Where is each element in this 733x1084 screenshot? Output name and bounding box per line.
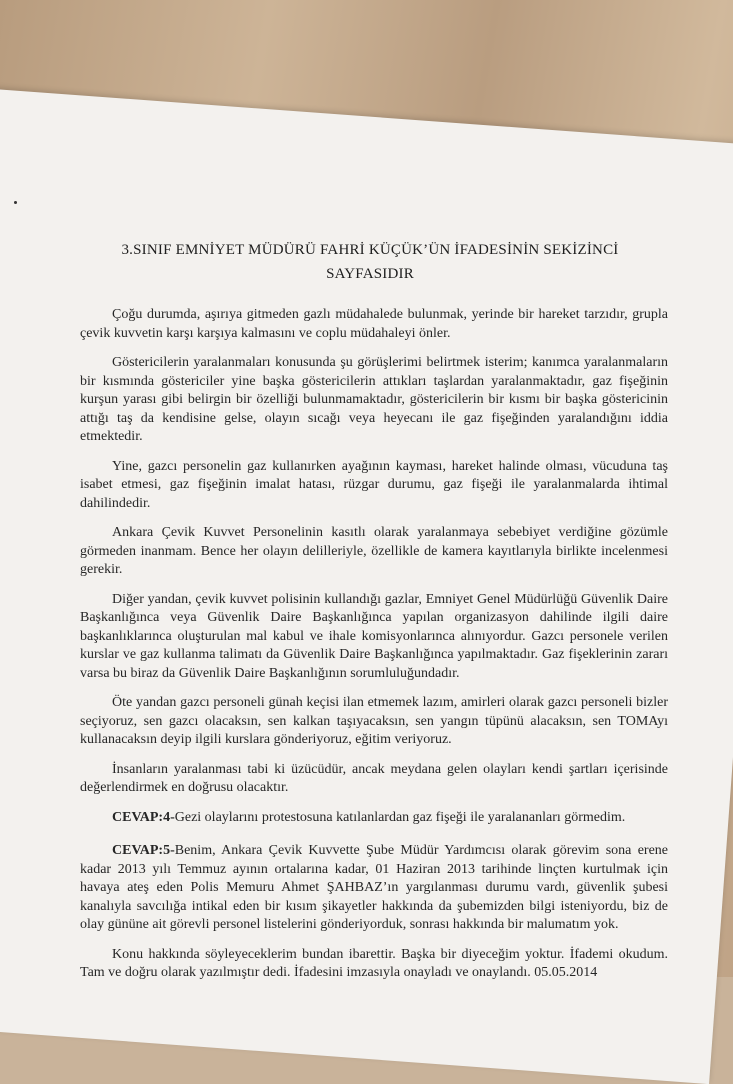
paragraph-7: İnsanların yaralanması tabi ki üzücüdür, ancak meydana gelen olayları kendi şartları içerisinde değerlendirmek en doğrusu olacaktır. — [80, 761, 668, 795]
ink-dot — [14, 201, 17, 204]
paragraph-5: Diğer yandan, çevik kuvvet polisinin kullandığı gazlar, Emniyet Genel Müdürlüğü Güvenlik Daire Başkanlığınca veya Güvenlik Daire Başkanlığınca yapılan organizasyon dahilinde ilgili daire başkanlıklarınca oluşturulan mal kabul ve ihale komisyonlarınca alınıyordur. Gazcı personele verilen kurslar ve gaz kullanma talimatı da Güvenlik Daire Başkanlığınca yapılmaktadır. Gaz fişeklerinin zararı varsa bu biraz da Güvenlik Daire Başkanlığının sorumluluğundadır. — [80, 591, 668, 681]
document-body — [80, 306, 668, 994]
answer-5 — [80, 842, 668, 935]
title-line-1: 3.SINIF EMNİYET MÜDÜRÜ FAHRİ KÜÇÜK’ÜN İFADESİNİN SEKİZİNCİ — [121, 242, 619, 258]
answer-4 — [80, 809, 668, 828]
paragraph-6: Öte yandan gazcı personeli günah keçisi ilan etmemek lazım, amirleri olarak gazcı personeli bizler seçiyoruz, sen gazcı olacaksın, sen kalkan taşıyacaksın, sen yangın tüpünü alacaksın, sen TOMAyı kullanacaksın deyip ilgili kurslara gönderiyoruz, eğitim veriyoruz. — [80, 695, 668, 747]
answer-4-label: CEVAP:4- — [112, 809, 175, 825]
paragraph-3: Yine, gazcı personelin gaz kullanırken ayağının kayması, hareket halinde olması, vücuduna taş isabet etmesi, gaz fişeğinin imalat hatası, rüzgar durumu, gaz fişeği ile yaralanmalarda ihtimal dahilindedir. — [80, 458, 668, 511]
paragraph-4: Ankara Çevik Kuvvet Personelinin kasıtlı olarak yaralanmaya sebebiyet verdiğine gözümle görmeden inanmam. Bence her olayın delilleriyle, özellikle de kamera kayıtlarıyla birlikte incelenmesi gerekir. — [80, 525, 668, 577]
answer-4-text: Gezi olaylarını protestosuna katılanlardan gaz fişeği ile yaralananları görmedim. — [174, 809, 626, 825]
answer-5-label: CEVAP:5- — [112, 843, 175, 858]
paragraph-2: Göstericilerin yaralanmaları konusunda şu görüşlerimi belirtmek isterim; kanımca yaralanmaların bir kısmında göstericiler yine başka göstericilerin attıkları taşlardan yaralanmaktadır, gaz fişeğinin kurşun yarası gibi belirgin bir özelliği bulunmamaktadır, göstericilerin bir kısmı bir başka göstericinin attığı taş da kendisine gelse, olayın sıcağı veya heyecanı ile gaz fişeğinden yaralandığını iddia etmektedir. — [80, 355, 668, 444]
title-line-2: SAYFASIDIR — [326, 266, 414, 282]
answer-5-text: Benim, Ankara Çevik Kuvvette Şube Müdür Yardımcısı olarak görevim sona erene kadar 2013 yılı Temmuz ayının ortalarına kadar, 01 Haziran 2013 tarihinde linçten kurtulmak için havaya ateş eden Polis Memuru Ahmet ŞAHBAZ’ın yargılanması durumu vardı, güvenlik şubesi kanalıyla savcılığa intikal eden bir kısım şikayetler hakkında da şubemizden bilgi isteniyordu, biz de olay gününe ait görevli personel listelerini gönderiyorduk, sonrası hakkında bir malumatım yok. — [80, 843, 668, 932]
document-title — [80, 238, 660, 286]
paragraph-1: Çoğu durumda, aşırıya gitmeden gazlı müdahalede bulunmak, yerinde bir hareket tarzıdır, grupla çevik kuvvetin karşı karşıya kalmasını ve coplu müdahaleyi önler. — [80, 307, 668, 341]
closing-statement: Konu hakkında söyleyeceklerim bundan ibarettir. Başka bir diyeceğim yoktur. İfademi okudum. Tam ve doğru olarak yazılmıştır dedi. İfadesini imzasıyla onayladı ve onaylandı. 05.05.2014 — [80, 946, 668, 980]
